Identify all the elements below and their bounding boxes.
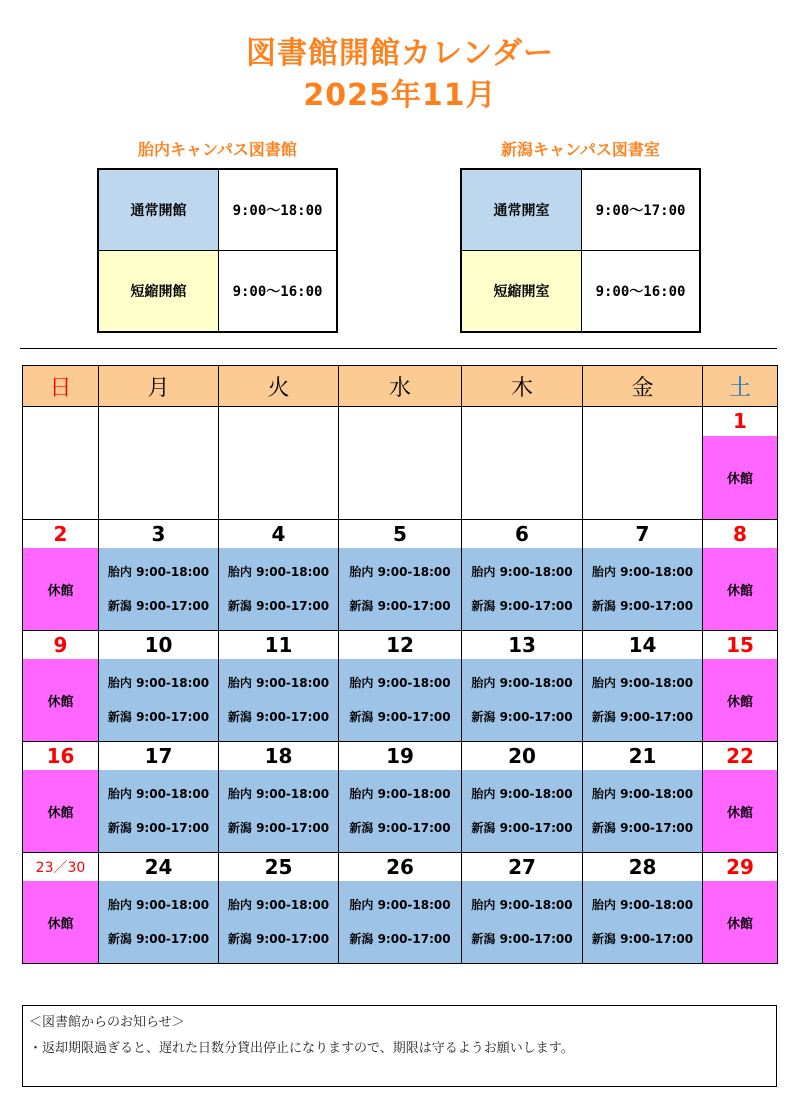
- hours-table-tainai: [97, 168, 338, 333]
- open-hours-tainai: 胎内 9:00-18:00: [107, 565, 210, 579]
- closed-day-cell: 休館: [23, 770, 99, 853]
- status-row: [23, 659, 778, 742]
- open-hours-niigata: 新潟 9:00-17:00: [349, 932, 451, 946]
- section-divider: [20, 348, 777, 349]
- open-hours-tainai: 胎内 9:00-18:00: [471, 898, 573, 912]
- day-number: 29: [703, 853, 778, 882]
- open-hours-tainai: 胎内 9:00-18:00: [349, 787, 451, 801]
- closed-day-cell: 休館: [23, 548, 99, 631]
- status-row: [23, 881, 778, 964]
- empty-day-cell: [339, 407, 462, 520]
- closed-day-cell: 休館: [703, 770, 778, 853]
- closed-day-cell: 休館: [23, 881, 99, 964]
- open-hours-cell: [462, 659, 583, 742]
- open-hours-tainai: 胎内 9:00-18:00: [591, 676, 694, 690]
- day-number: 14: [583, 631, 703, 660]
- day-number: 20: [462, 742, 583, 771]
- weekday-header: 水: [339, 366, 462, 407]
- empty-day-cell: [99, 407, 219, 520]
- day-number: 11: [219, 631, 339, 660]
- open-hours-niigata: 新潟 9:00-17:00: [471, 599, 573, 613]
- hours-normal-time: 9:00～18:00: [219, 169, 338, 251]
- open-hours-tainai: 胎内 9:00-18:00: [107, 898, 210, 912]
- open-hours-niigata: 新潟 9:00-17:00: [471, 821, 573, 835]
- open-hours-tainai: 胎内 9:00-18:00: [471, 787, 573, 801]
- open-hours-cell: [583, 659, 703, 742]
- date-row: [23, 407, 778, 436]
- weekday-header-row: [23, 366, 778, 407]
- open-hours-tainai: 胎内 9:00-18:00: [227, 676, 330, 690]
- open-hours-tainai: 胎内 9:00-18:00: [591, 565, 694, 579]
- day-number: 26: [339, 853, 462, 882]
- open-hours-tainai: 胎内 9:00-18:00: [349, 565, 451, 579]
- open-hours-cell: [339, 548, 462, 631]
- open-hours-cell: [339, 770, 462, 853]
- open-hours-niigata: 新潟 9:00-17:00: [227, 821, 330, 835]
- empty-day-cell: [23, 407, 99, 520]
- hours-normal-label: 通常開館: [98, 169, 219, 251]
- day-number: 15: [703, 631, 778, 660]
- weekday-header: 日: [23, 366, 99, 407]
- calendar-table: [22, 365, 778, 964]
- open-hours-niigata: 新潟 9:00-17:00: [349, 821, 451, 835]
- open-hours-cell: [219, 659, 339, 742]
- open-hours-tainai: 胎内 9:00-18:00: [591, 787, 694, 801]
- open-hours-tainai: 胎内 9:00-18:00: [227, 565, 330, 579]
- day-number: 19: [339, 742, 462, 771]
- day-number: 4: [219, 520, 339, 549]
- open-hours-niigata: 新潟 9:00-17:00: [349, 599, 451, 613]
- open-hours-niigata: 新潟 9:00-17:00: [107, 932, 210, 946]
- hours-normal-label: 通常開室: [461, 169, 582, 251]
- closed-day-cell: 休館: [23, 659, 99, 742]
- open-hours-cell: [462, 548, 583, 631]
- open-hours-tainai: 胎内 9:00-18:00: [107, 787, 210, 801]
- closed-day-cell: 休館: [703, 436, 778, 520]
- hours-caption-tainai: 胎内キャンパス図書館: [138, 140, 297, 159]
- weekday-header: 金: [583, 366, 703, 407]
- empty-day-cell: [219, 407, 339, 520]
- hours-caption-niigata: 新潟キャンパス図書室: [501, 140, 660, 159]
- open-hours-tainai: 胎内 9:00-18:00: [349, 898, 451, 912]
- day-number: 16: [23, 742, 99, 771]
- open-hours-cell: [462, 770, 583, 853]
- weekday-header: 木: [462, 366, 583, 407]
- hours-block-tainai: [97, 138, 338, 333]
- day-number: 22: [703, 742, 778, 771]
- day-number: 13: [462, 631, 583, 660]
- day-number: 27: [462, 853, 583, 882]
- date-row: [23, 520, 778, 549]
- open-hours-tainai: 胎内 9:00-18:00: [471, 565, 573, 579]
- open-hours-niigata: 新潟 9:00-17:00: [471, 932, 573, 946]
- day-number: 2: [23, 520, 99, 549]
- day-number: 9: [23, 631, 99, 660]
- open-hours-tainai: 胎内 9:00-18:00: [107, 676, 210, 690]
- date-row: [23, 742, 778, 771]
- day-number: 12: [339, 631, 462, 660]
- empty-day-cell: [583, 407, 703, 520]
- day-number: 21: [583, 742, 703, 771]
- open-hours-tainai: 胎内 9:00-18:00: [227, 898, 330, 912]
- weekday-header: 火: [219, 366, 339, 407]
- open-hours-cell: [339, 881, 462, 964]
- open-hours-cell: [99, 881, 219, 964]
- status-row: [23, 770, 778, 853]
- hours-table-niigata: [460, 168, 701, 333]
- open-hours-niigata: 新潟 9:00-17:00: [471, 710, 573, 724]
- day-number: 23／30: [23, 853, 99, 882]
- open-hours-niigata: 新潟 9:00-17:00: [591, 932, 694, 946]
- open-hours-cell: [99, 659, 219, 742]
- open-hours-niigata: 新潟 9:00-17:00: [591, 599, 694, 613]
- open-hours-cell: [99, 770, 219, 853]
- day-number: 1: [703, 407, 778, 436]
- open-hours-niigata: 新潟 9:00-17:00: [227, 599, 330, 613]
- day-number: 18: [219, 742, 339, 771]
- empty-day-cell: [462, 407, 583, 520]
- notice-heading: ＜図書館からのお知らせ＞: [29, 1015, 185, 1030]
- date-row: [23, 631, 778, 660]
- weekday-header: 月: [99, 366, 219, 407]
- hours-short-label: 短縮開館: [98, 251, 219, 333]
- hours-short-label: 短縮開室: [461, 251, 582, 333]
- open-hours-cell: [583, 548, 703, 631]
- open-hours-cell: [219, 548, 339, 631]
- page-subtitle: 2025年11月: [303, 78, 497, 113]
- open-hours-cell: [99, 548, 219, 631]
- open-hours-tainai: 胎内 9:00-18:00: [349, 676, 451, 690]
- day-number: 6: [462, 520, 583, 549]
- hours-short-time: 9:00～16:00: [582, 251, 701, 333]
- open-hours-niigata: 新潟 9:00-17:00: [107, 821, 210, 835]
- closed-day-cell: 休館: [703, 881, 778, 964]
- day-number: 8: [703, 520, 778, 549]
- status-row: [23, 548, 778, 631]
- closed-day-cell: 休館: [703, 659, 778, 742]
- closed-day-cell: 休館: [703, 548, 778, 631]
- date-row: [23, 853, 778, 882]
- open-hours-cell: [339, 659, 462, 742]
- weekday-header: 土: [703, 366, 778, 407]
- open-hours-cell: [583, 770, 703, 853]
- open-hours-tainai: 胎内 9:00-18:00: [591, 898, 694, 912]
- open-hours-niigata: 新潟 9:00-17:00: [107, 599, 210, 613]
- day-number: 17: [99, 742, 219, 771]
- day-number: 24: [99, 853, 219, 882]
- open-hours-niigata: 新潟 9:00-17:00: [591, 710, 694, 724]
- day-number: 7: [583, 520, 703, 549]
- day-number: 25: [219, 853, 339, 882]
- open-hours-niigata: 新潟 9:00-17:00: [591, 821, 694, 835]
- open-hours-tainai: 胎内 9:00-18:00: [471, 676, 573, 690]
- open-hours-niigata: 新潟 9:00-17:00: [349, 710, 451, 724]
- open-hours-cell: [219, 881, 339, 964]
- calendar-body: [23, 407, 778, 964]
- day-number: 5: [339, 520, 462, 549]
- open-hours-niigata: 新潟 9:00-17:00: [107, 710, 210, 724]
- day-number: 10: [99, 631, 219, 660]
- open-hours-cell: [583, 881, 703, 964]
- open-hours-tainai: 胎内 9:00-18:00: [227, 787, 330, 801]
- page-title: 図書館開館カレンダー: [245, 36, 555, 71]
- notice-box: [22, 1005, 777, 1087]
- open-hours-cell: [462, 881, 583, 964]
- open-hours-niigata: 新潟 9:00-17:00: [227, 710, 330, 724]
- hours-block-niigata: [460, 138, 701, 333]
- notice-body: ・返却期限過ぎると、遅れた日数分貸出停止になりますので、期限は守るようお願いします。: [29, 1041, 574, 1056]
- open-hours-cell: [219, 770, 339, 853]
- day-number: 3: [99, 520, 219, 549]
- hours-short-time: 9:00～16:00: [219, 251, 338, 333]
- hours-normal-time: 9:00～17:00: [582, 169, 701, 251]
- open-hours-niigata: 新潟 9:00-17:00: [227, 932, 330, 946]
- day-number: 28: [583, 853, 703, 882]
